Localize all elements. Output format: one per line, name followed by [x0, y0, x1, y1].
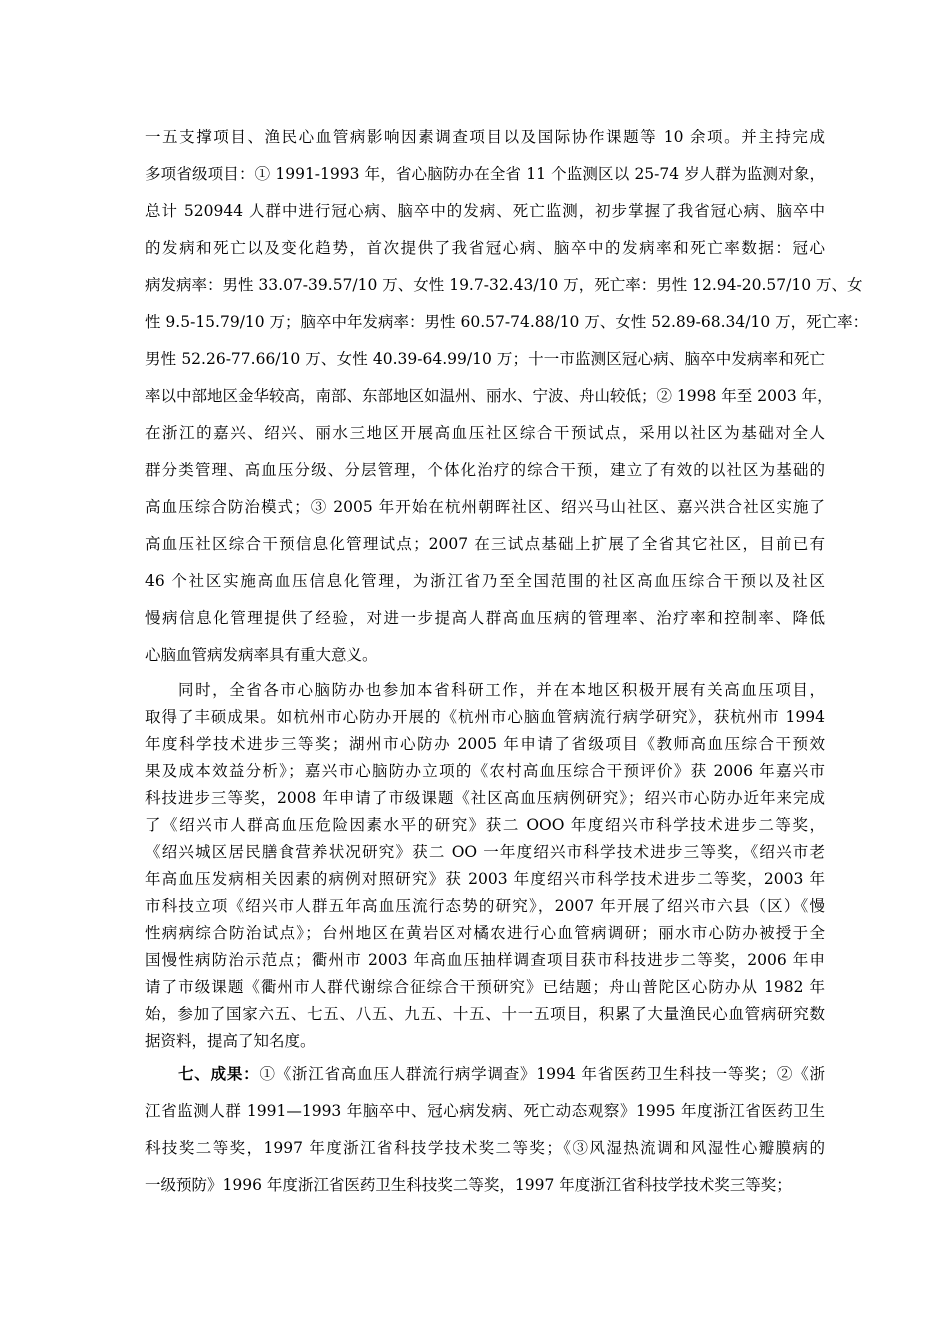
text-line: 一五支撑项目、渔民心血管病影响因素调查项目以及国际协作课题等 10 余项。并主持完成 — [145, 128, 825, 146]
text-line: 的发病和死亡以及变化趋势，首次提供了我省冠心病、脑卒中的发病率和死亡率数据：冠心 — [145, 239, 825, 257]
section-heading: 七、成果： — [178, 1064, 260, 1083]
text-line: 市科技立项《绍兴市人群五年高血压流行态势的研究》，2007 年开展了绍兴市六县（区）《慢 — [145, 897, 825, 915]
text-line — [178, 1062, 825, 1084]
text-line: 年高血压发病相关因素的病例对照研究》获 2003 年度绍兴市科学技术进步二等奖，2003 年 — [145, 870, 825, 888]
text-line: 取得了丰硕成果。如杭州市心防办开展的《杭州市心脑血管病流行病学研究》，获杭州市 1994 — [145, 708, 825, 726]
text-line: 始，参加了国家六五、七五、八五、九五、十五、十一五项目，积累了大量渔民心血管病研究数 — [145, 1005, 825, 1023]
text-line: 请了市级课题《衢州市人群代谢综合征综合干预研究》已结题；舟山普陀区心防办从 1982 年 — [145, 978, 825, 996]
text-line: 国慢性病防治示范点；衢州市 2003 年高血压抽样调查项目获市科技进步二等奖，2006 年申 — [145, 951, 825, 969]
text-line: 了《绍兴市人群高血压危险因素水平的研究》获二 OOO 年度绍兴市科学技术进步二等奖， — [145, 816, 825, 834]
text-line: 同时，全省各市心脑防办也参加本省科研工作，并在本地区积极开展有关高血压项目， — [178, 681, 825, 699]
text-line: 总计 520944 人群中进行冠心病、脑卒中的发病、死亡监测，初步掌握了我省冠心病、脑卒中 — [145, 202, 825, 220]
text-line: 多项省级项目：① 1991-1993 年，省心脑防办在全省 11 个监测区以 25-74 岁人群为监测对象， — [145, 165, 825, 183]
text-line: 科技进步三等奖，2008 年申请了市级课题《社区高血压病例研究》；绍兴市心防办近年来完成 — [145, 789, 825, 807]
text-line: 群分类管理、高血压分级、分层管理，个体化治疗的综合干预，建立了有效的以社区为基础的 — [145, 461, 825, 479]
text-line: 年度科学技术进步三等奖；湖州市心防办 2005 年申请了省级项目《教师高血压综合干预效 — [145, 735, 825, 753]
text-line: 果及成本效益分析》；嘉兴市心脑防办立项的《农村高血压综合干预评价》获 2006 年嘉兴市 — [145, 762, 825, 780]
text-line: 一级预防》1996 年度浙江省医药卫生科技奖二等奖，1997 年度浙江省科技学技术奖三等奖； — [145, 1176, 792, 1194]
text-line: 高血压综合防治模式；③ 2005 年开始在杭州朝晖社区、绍兴马山社区、嘉兴洪合社区实施了 — [145, 498, 825, 516]
text-line: 科技奖二等奖，1997 年度浙江省科技学技术奖二等奖；《③风湿热流调和风湿性心瓣膜病的 — [145, 1139, 825, 1157]
text-line: 据资料，提高了知名度。 — [145, 1032, 316, 1050]
text-line: 率以中部地区金华较高，南部、东部地区如温州、丽水、宁波、舟山较低；② 1998 年至 2003 年， — [145, 387, 833, 405]
text-line: 心脑血管病发病率具有重大意义。 — [145, 646, 378, 664]
text-line: 男性 52.26-77.66/10 万、女性 40.39-64.99/10 万；十一市监测区冠心病、脑卒中发病率和死亡 — [145, 350, 825, 368]
text-line: 高血压社区综合干预信息化管理试点；2007 在三试点基础上扩展了全省其它社区，目前已有 — [145, 535, 825, 553]
text-line: 病发病率：男性 33.07-39.57/10 万、女性 19.7-32.43/10 万，死亡率：男性 12.94-20.57/10 万、女 — [145, 276, 863, 294]
text-line: 《绍兴城区居民膳食营养状况研究》获二 OO 一年度绍兴市科学技术进步三等奖，《绍兴市老 — [145, 843, 825, 861]
text-span: ①《浙江省高血压人群流行病学调查》1994 年省医药卫生科技一等奖；②《浙 — [259, 1065, 825, 1083]
text-line: 46 个社区实施高血压信息化管理，为浙江省乃至全国范围的社区高血压综合干预以及社区 — [145, 572, 825, 590]
text-line: 性 9.5-15.79/10 万；脑卒中年发病率：男性 60.57-74.88/10 万、女性 52.89-68.34/10 万，死亡率： — [145, 313, 869, 331]
text-line: 慢病信息化管理提供了经验，对进一步提高人群高血压病的管理率、治疗率和控制率、降低 — [145, 609, 825, 627]
text-line: 在浙江的嘉兴、绍兴、丽水三地区开展高血压社区综合干预试点，采用以社区为基础对全人 — [145, 424, 825, 442]
text-line: 性病病综合防治试点》；台州地区在黄岩区对橘农进行心血管病调研；丽水市心防办被授于全 — [145, 924, 825, 942]
text-line: 江省监测人群 1991—1993 年脑卒中、冠心病发病、死亡动态观察》1995 年度浙江省医药卫生 — [145, 1102, 825, 1120]
